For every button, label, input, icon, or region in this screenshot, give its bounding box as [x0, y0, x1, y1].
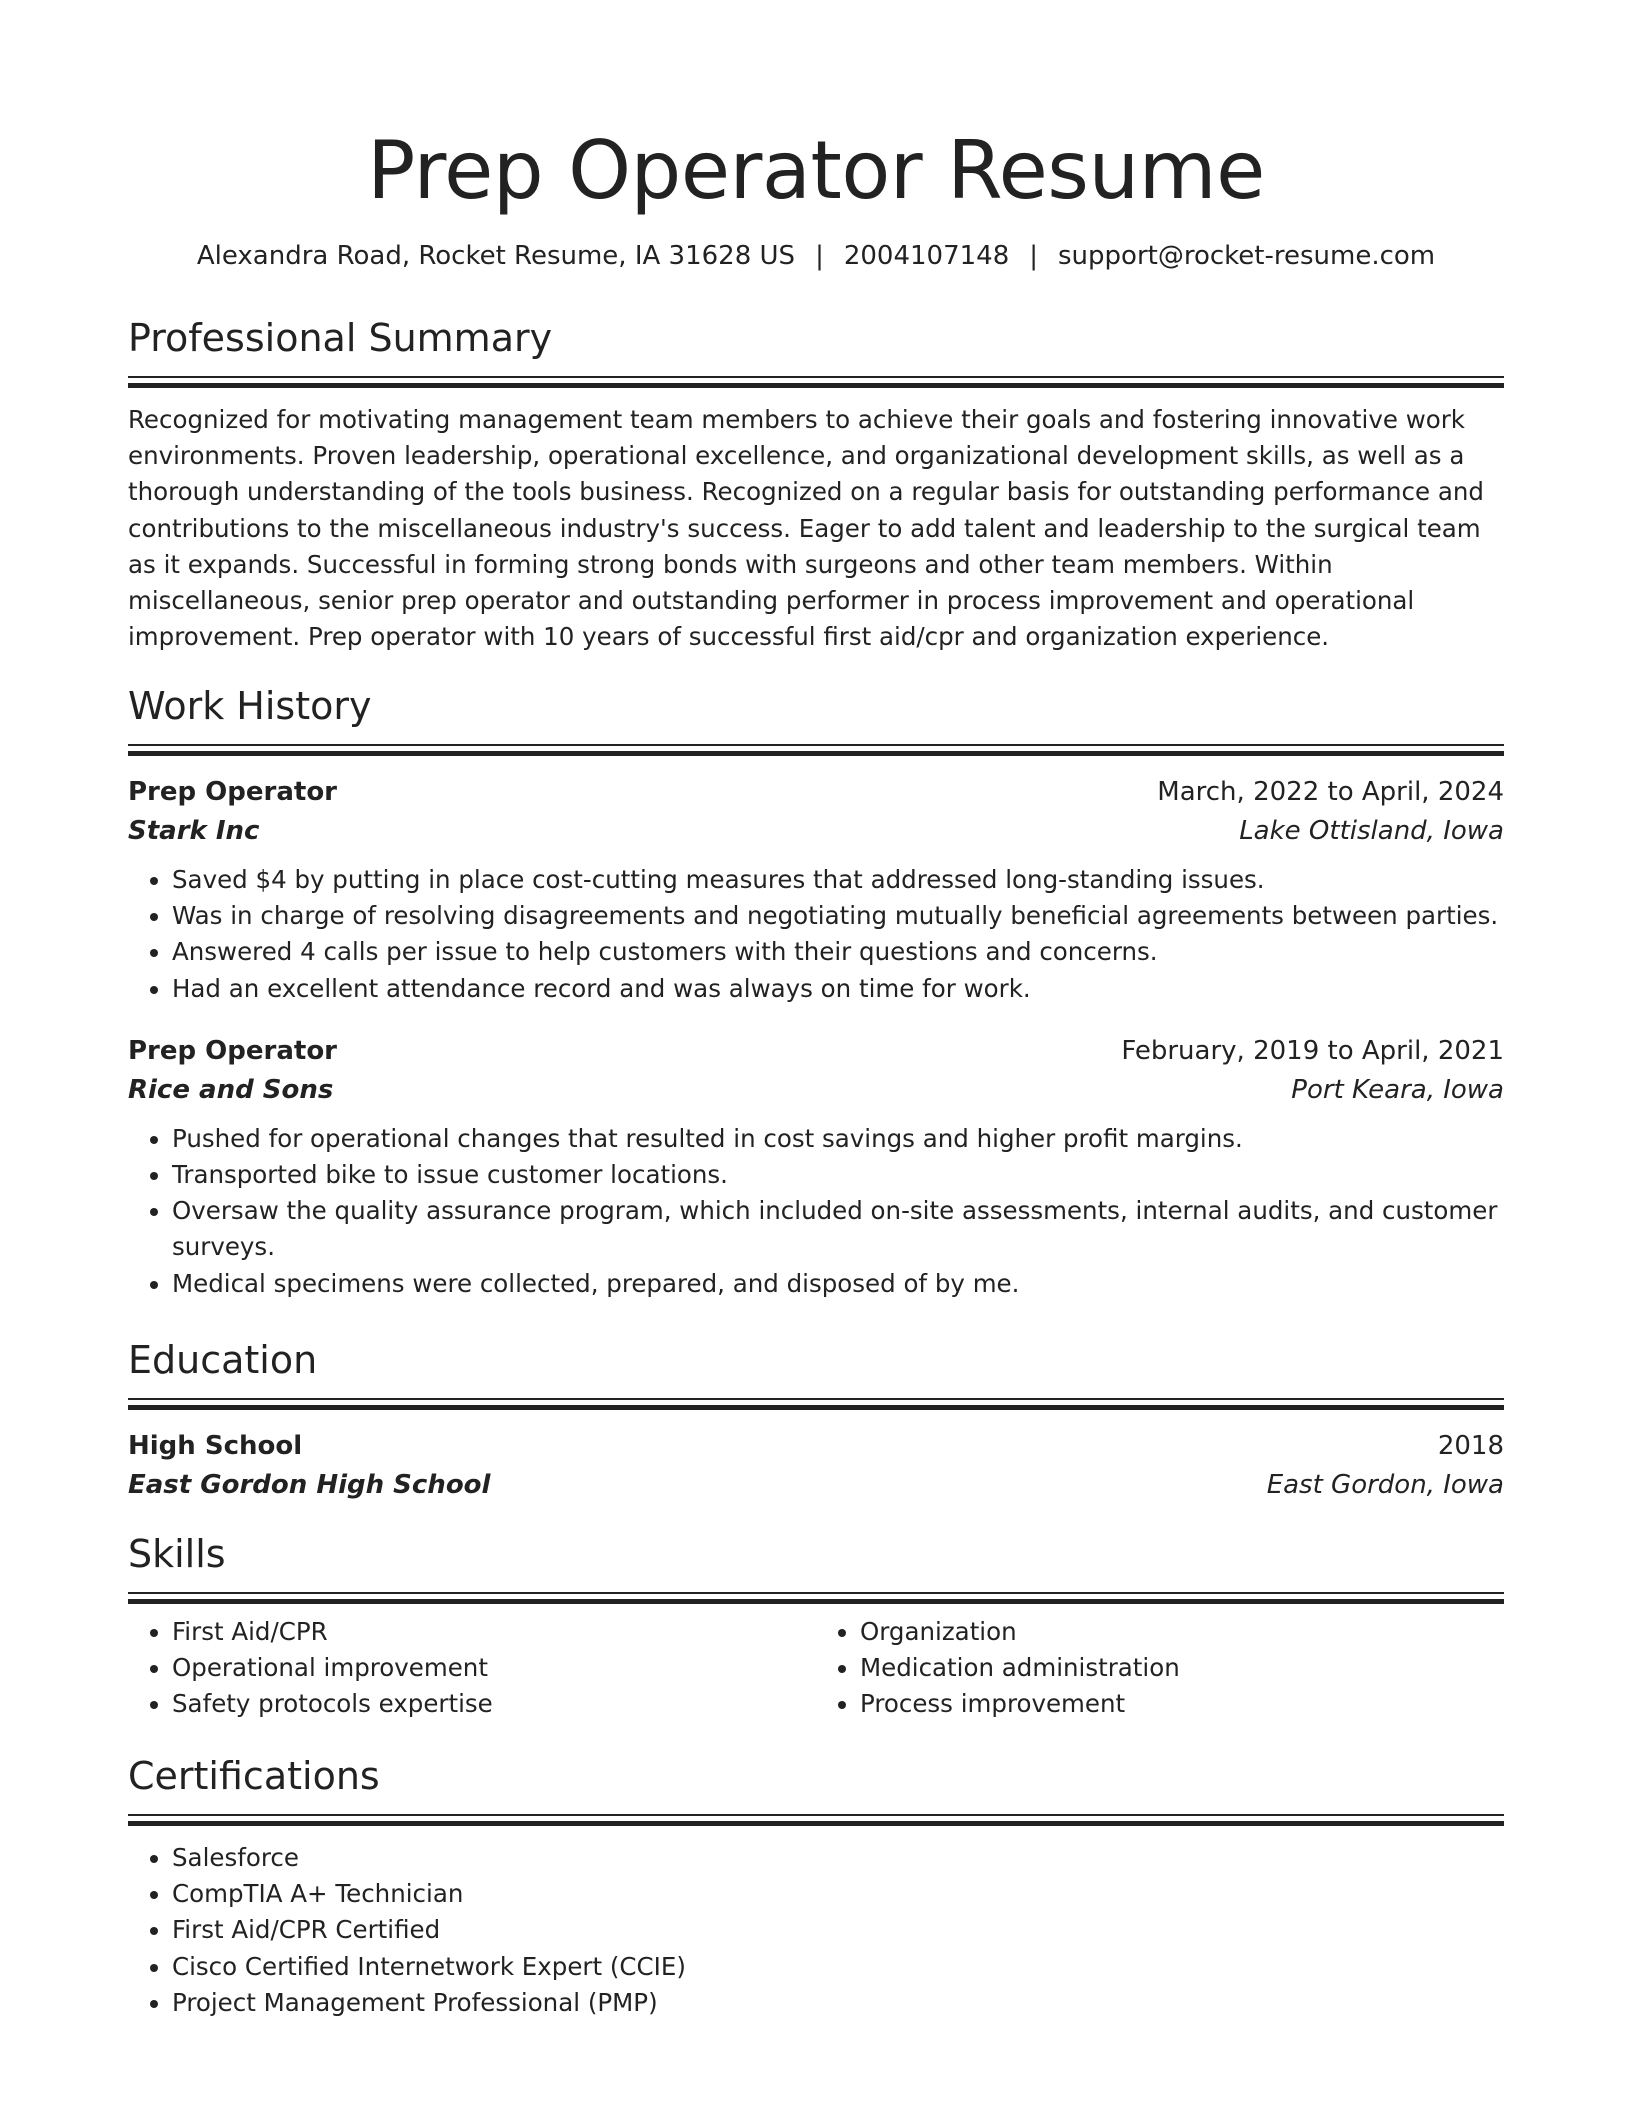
education-section [128, 1336, 1504, 1504]
job-header-row [128, 772, 1504, 812]
education-school-row [128, 1466, 1504, 1504]
skill-item: • Operational improvement [172, 1650, 816, 1686]
skills-list-left [128, 1614, 816, 1723]
certifications-list [128, 1840, 1504, 2021]
certification-item: • Salesforce [172, 1840, 1504, 1876]
job-bullet: • Transported bike to issue customer locations. [172, 1157, 1504, 1193]
job-bullet: • Saved $4 by putting in place cost-cutting measures that addressed long-standing issues. [172, 862, 1504, 898]
section-rule [128, 1398, 1504, 1412]
job-header-row [128, 1031, 1504, 1071]
education-degree: High School [128, 1431, 303, 1461]
education-location: East Gordon, Iowa [1266, 1470, 1504, 1500]
job-location: Port Keara, Iowa [1291, 1074, 1504, 1105]
resume-title: Prep Operator Resume [367, 124, 1265, 217]
job-location: Lake Ottisland, Iowa [1239, 816, 1504, 846]
certification-item: • First Aid/CPR Certified [172, 1912, 1504, 1948]
job-company-row [128, 812, 1504, 850]
job-bullet: • Answered 4 calls per issue to help customers with their questions and concerns. [172, 934, 1504, 970]
section-rule [128, 744, 1504, 758]
contact-separator: | [815, 241, 824, 271]
job-title: Prep Operator [128, 1035, 338, 1066]
skill-item: • First Aid/CPR [172, 1614, 816, 1650]
contact-separator: | [1029, 241, 1039, 271]
job-bullet: • Was in charge of resolving disagreements and negotiating mutually beneficial agreements between parties. [172, 898, 1504, 934]
education-year: 2018 [1437, 1431, 1504, 1461]
contact-line [128, 238, 1504, 274]
certification-item: • Cisco Certified Internetwork Expert (CCIE) [172, 1949, 1504, 1985]
job-dates: March, 2022 to April, 2024 [1157, 777, 1504, 807]
contact-email: support@rocket-resume.com [1058, 241, 1436, 271]
skill-item: • Process improvement [860, 1686, 1504, 1722]
job-bullet: • Pushed for operational changes that resulted in cost savings and higher profit margins. [172, 1121, 1504, 1157]
job-company: Stark Inc [128, 816, 260, 846]
certification-item: • Project Management Professional (PMP) [172, 1985, 1504, 2021]
skills-heading: Skills [128, 1532, 226, 1576]
job-bullets [128, 862, 1504, 1007]
contact-phone: 2004107148 [843, 241, 1010, 271]
certifications-section [128, 1752, 1504, 2021]
skills-list-right [816, 1614, 1504, 1723]
job-bullet: • Had an excellent attendance record and was always on time for work. [172, 971, 1504, 1007]
skills-columns [128, 1614, 1504, 1723]
skill-item: • Organization [860, 1614, 1504, 1650]
section-rule [128, 376, 1504, 390]
education-entry [128, 1426, 1504, 1504]
skill-item: • Safety protocols expertise [172, 1686, 816, 1722]
job-bullet: • Medical specimens were collected, prepared, and disposed of by me. [172, 1266, 1504, 1302]
job-bullets [128, 1121, 1504, 1302]
job-entry [128, 772, 1504, 1007]
skills-section [128, 1530, 1504, 1723]
section-rule [128, 1814, 1504, 1828]
education-header-row [128, 1426, 1504, 1466]
job-company-row [128, 1071, 1504, 1109]
section-rule [128, 1592, 1504, 1606]
summary-text: Recognized for motivating management team members to achieve their goals and fostering innovative work environments. Proven leadership, operational excellence, and organizational development skills, as well as a thorough understanding of the tools business. Recognized on a regular basis for outstanding performance and contributions to the miscellaneous industry's success. Eager to add talent and leadership to the surgical team as it expands. Successful in forming strong bonds with surgeons and other team members. Within miscellaneous, senior prep operator and outstanding performer in process improvement and operational improvement. Prep operator with 10 years of successful first aid/cpr and organization experience. [128, 405, 1484, 652]
certifications-heading: Certifications [128, 1754, 380, 1798]
work-history-section [128, 682, 1504, 1302]
job-bullet: • Oversaw the quality assurance program, which included on-site assessments, internal audits, and customer surveys. [172, 1193, 1504, 1265]
certification-item: • CompTIA A+ Technician [172, 1876, 1504, 1912]
contact-address: Alexandra Road, Rocket Resume, IA 31628 US [196, 241, 796, 271]
job-dates: February, 2019 to April, 2021 [1121, 1035, 1504, 1066]
education-school: East Gordon High School [128, 1470, 491, 1500]
job-entry [128, 1031, 1504, 1302]
education-heading: Education [128, 1338, 318, 1382]
summary-section [128, 314, 1504, 655]
work-history-heading: Work History [128, 684, 372, 728]
skill-item: • Medication administration [860, 1650, 1504, 1686]
job-title: Prep Operator [128, 777, 338, 807]
job-company: Rice and Sons [128, 1074, 334, 1105]
summary-heading: Professional Summary [128, 316, 553, 360]
